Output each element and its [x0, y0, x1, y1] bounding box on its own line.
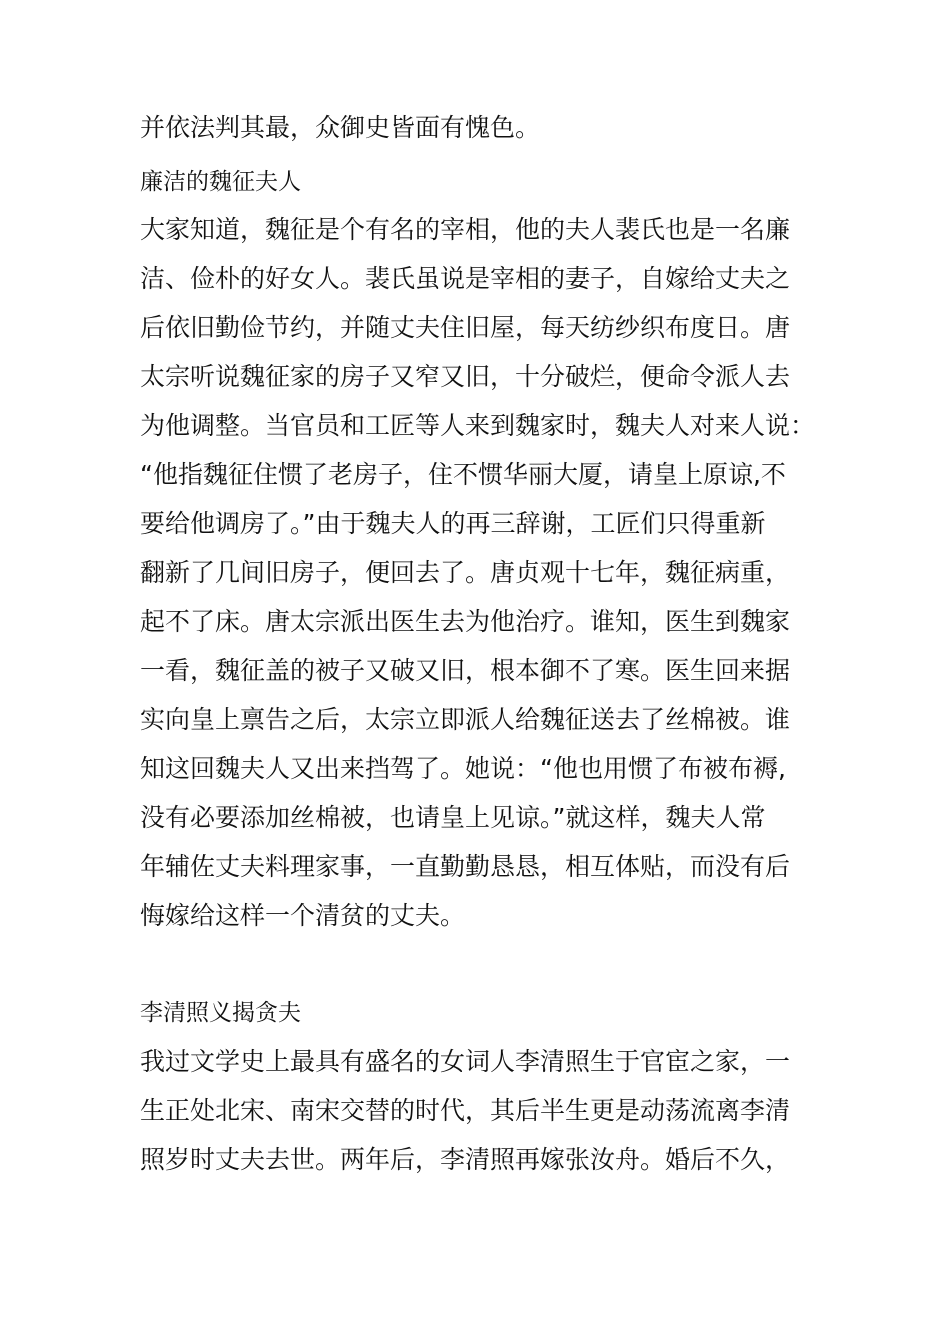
section-heading: 李清照义揭贪夫 [140, 1000, 301, 1026]
paragraph-line: 起不了床。唐太宗派出医生去为他治疗。谁知，医生到魏家 [140, 607, 791, 636]
paragraph-line: 实向皇上禀告之后，太宗立即派人给魏征送去了丝棉被。谁 [140, 705, 791, 734]
paragraph-line: 一看，魏征盖的被子又破又旧，根本御不了寒。医生回来据 [140, 656, 791, 685]
paragraph-line: 并依法判其最，众御史皆面有愧色。 [140, 113, 541, 142]
paragraph-line: 照岁时丈夫去世。两年后，李清照再嫁张汝舟。婚后不久， [140, 1145, 791, 1174]
paragraph-line: 生正处北宋、南宋交替的时代，其后半生更是动荡流离李清 [140, 1096, 791, 1125]
paragraph-line: 翻新了几间旧房子，便回去了。唐贞观十七年，魏征病重， [140, 558, 791, 587]
section-heading: 廉洁的魏征夫人 [140, 169, 301, 195]
paragraph-line: 为他调整。当官员和工匠等人来到魏家时，魏夫人对来人说： [140, 411, 816, 440]
paragraph-line: 要给他调房了。”由于魏夫人的再三辞谢，工匠们只得重新 [140, 509, 766, 538]
paragraph-line: 知这回魏夫人又出来挡驾了。她说：“他也用惯了布被布褥, [140, 754, 786, 783]
paragraph-line: 没有必要添加丝棉被，也请皇上见谅。”就这样，魏夫人常 [140, 803, 766, 832]
paragraph-line: 后依旧勤俭节约，并随丈夫住旧屋，每天纺纱织布度日。唐 [140, 313, 791, 342]
paragraph-line: “他指魏征住惯了老房子，住不惯华丽大厦，请皇上原谅,不 [140, 460, 786, 489]
paragraph-line: 大家知道，魏征是个有名的宰相，他的夫人裴氏也是一名廉 [140, 215, 791, 244]
paragraph-line: 我过文学史上最具有盛名的女词人李清照生于官宦之家，一 [140, 1047, 791, 1076]
paragraph-line: 太宗听说魏征家的房子又窄又旧，十分破烂，便命令派人去 [140, 362, 791, 391]
paragraph-line: 洁、俭朴的好女人。裴氏虽说是宰相的妻子，自嫁给丈夫之 [140, 264, 791, 293]
paragraph-line: 悔嫁给这样一个清贫的丈夫。 [140, 901, 466, 930]
paragraph-line: 年辅佐丈夫料理家事，一直勤勤恳恳，相互体贴，而没有后 [140, 852, 791, 881]
